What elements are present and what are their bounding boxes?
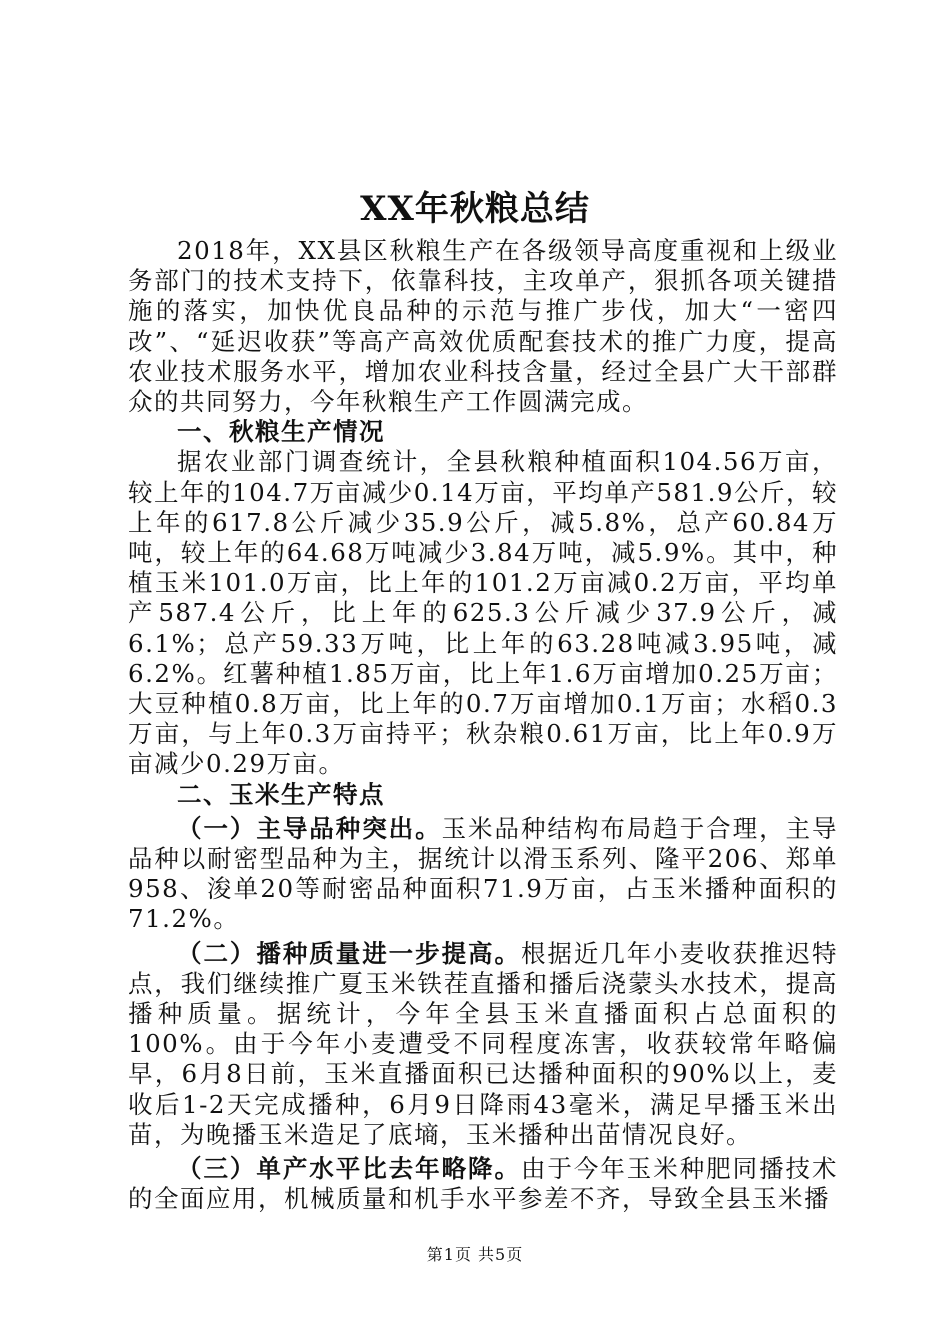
subsection-1-text: 玉米品种结构布局趋于合理，主导品种以耐密型品种为主，据统计以滑玉系列、隆平206、郑单958、浚单20等耐密品种面积71.9万亩，占玉米播种面积的71.2%。: [128, 813, 839, 934]
subsection-2-paragraph: [128, 939, 838, 1150]
page-footer: 第1页 共5页: [426, 1245, 524, 1264]
document-body: [128, 236, 838, 1215]
intro-paragraph: 2018年，XX县区秋粮生产在各级领导高度重视和上级业务部门的技术支持下，依靠科技，主攻单产，狠抓各项关键措施的落实，加快优良品种的示范与推广步伐，加大“一密四改”、“延迟收获”等高产高效优质配套技术的推广力度，提高农业技术服务水平，增加农业科技含量，经过全县广大干部群众的共同努力，今年秋粮生产工作圆满完成。: [128, 236, 838, 417]
subsection-1-lead: （一）主导品种突出。: [177, 813, 442, 843]
section-heading-1: 一、秋粮生产情况: [177, 417, 385, 447]
subsection-2-text: 根据近几年小麦收获推迟特点，我们继续推广夏玉米铁茬直播和播后浇蒙头水技术，提高播种质量。据统计，今年全县玉米直播面积占总面积的100%。由于今年小麦遭受不同程度冻害，收获较常年略偏早，6月8日前，玉米直播面积已达播种面积的90%以上，麦收后1-2天完成播种，6月9日降雨43毫米，满足早播玉米出苗，为晚播玉米造足了底墒，玉米播种出苗情况良好。: [128, 938, 839, 1149]
subsection-3-paragraph: [128, 1154, 838, 1214]
subsection-3-text: 由于今年玉米种肥同播技术的全面应用，机械质量和机手水平参差不齐，导致全县玉米播: [128, 1154, 839, 1214]
subsection-3-lead: （三）单产水平比去年略降。: [177, 1154, 521, 1184]
subsection-2-lead: （二）播种质量进一步提高。: [177, 938, 521, 968]
section-heading-2: 二、玉米生产特点: [177, 779, 385, 809]
section-1-paragraph: 据农业部门调查统计，全县秋粮种植面积104.56万亩，较上年的104.7万亩减少0.14万亩，平均单产581.9公斤，较上年的617.8公斤减少35.9公斤，减5.8%，总产60.84万吨，较上年的64.68万吨减少3.84万吨，减5.9%。其中，种植玉米101.0万亩，比上年的101.2万亩减0.2万亩，平均单产587.4公斤，比上年的625.3公斤减少37.9公斤，减6.1%；总产59.33万吨，比上年的63.28吨减3.95吨，减6.2%。红薯种植1.85万亩，比上年1.6万亩增加0.25万亩；大豆种植0.8万亩，比上年的0.7万亩增加0.1万亩；水稻0.3万亩，与上年0.3万亩持平；秋杂粮0.61万亩，比上年0.9万亩减少0.29万亩。: [128, 447, 838, 779]
document-title: XX年秋粮总结: [360, 189, 590, 229]
subsection-1-paragraph: [128, 814, 838, 935]
